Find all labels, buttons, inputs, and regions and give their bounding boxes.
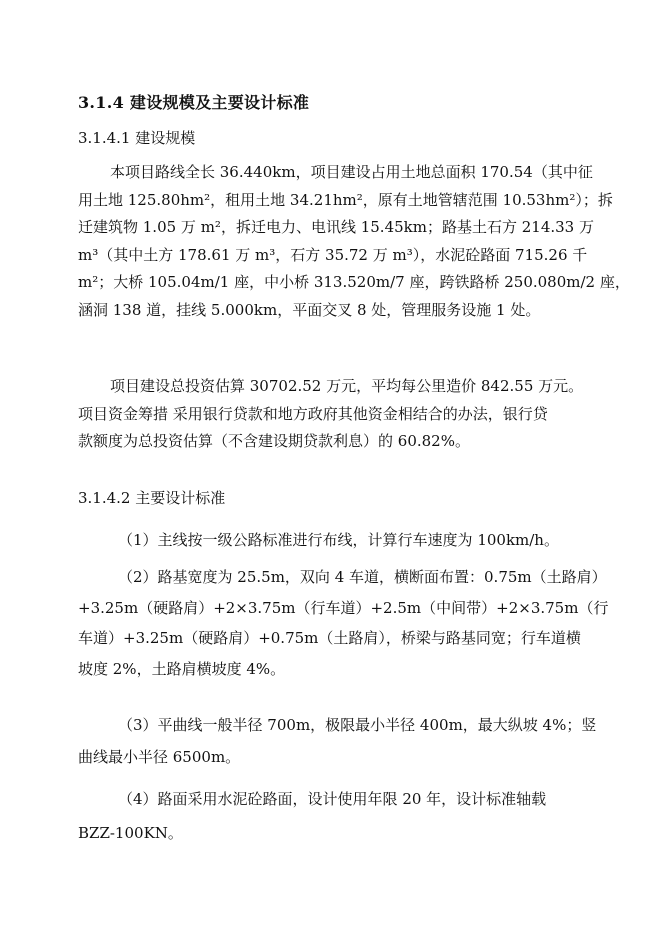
subsection-heading-scale: 3.1.4.1 建设规模 [78, 129, 196, 147]
text-line: 坡度 2%，土路肩横坡度 4%。 [78, 659, 286, 678]
text-line: 项目建设总投资估算 30702.52 万元，平均每公里造价 842.55 万元。 [110, 377, 584, 395]
text-line: m³（其中土方 178.61 万 m³，石方 35.72 万 m³），水泥砼路面 715.26 千 [78, 245, 588, 264]
standard-item-4 [78, 786, 588, 847]
text-line: 本项目路线全长 36.440km，项目建设占用土地总面积 170.54（其中征 [110, 163, 593, 181]
text-line: 用土地 125.80hm²，租用土地 34.21hm²，原有土地管辖范围 10.53hm²）；拆 [78, 190, 613, 209]
text-line: 曲线最小半径 6500m。 [78, 747, 241, 766]
subsection-heading-standards: 3.1.4.2 主要设计标准 [78, 489, 226, 507]
section-heading: 3.1.4 建设规模及主要设计标准 [78, 93, 310, 112]
standard-item-2 [78, 564, 609, 683]
standard-item-1 [78, 527, 588, 555]
text-line: 迁建筑物 1.05 万 m²，拆迁电力、电讯线 15.45km；路基土石方 214.33 万 [78, 218, 594, 236]
text-line: 项目资金筹措 采用银行贷款和地方政府其他资金相结合的办法，银行贷 [78, 404, 548, 423]
text-line: 车道）+3.25m（硬路肩）+0.75m（土路肩），桥梁与路基同宽；行车道横 [78, 629, 581, 647]
text-line: （3）平曲线一般半径 700m，极限最小半径 400m，最大纵坡 4%；竖 [118, 716, 597, 734]
standard-item-3 [78, 712, 597, 771]
text-line: +3.25m（硬路肩）+2×3.75m（行车道）+2.5m（中间带）+2×3.75m（行 [78, 598, 609, 617]
text-line: BZZ-100KN。 [78, 823, 183, 842]
text-line: （4）路面采用水泥砼路面，设计使用年限 20 年，设计标准轴载 [118, 790, 547, 808]
text-line: （1）主线按一级公路标准进行布线，计算行车速度为 100km/h。 [118, 531, 559, 549]
paragraph-investment [78, 373, 588, 456]
paragraph-scale [78, 159, 630, 324]
text-line: 涵洞 138 道，挂线 5.000km，平面交叉 8 处，管理服务设施 1 处。 [78, 300, 541, 319]
text-line: m²；大桥 105.04m/1 座，中小桥 313.520m/7 座，跨铁路桥 250.080m/2 座， [78, 273, 630, 291]
text-line: 款额度为总投资估算（不含建设期贷款利息）的 60.82%。 [78, 432, 470, 450]
text-line: （2）路基宽度为 25.5m，双向 4 车道，横断面布置：0.75m（土路肩） [118, 568, 607, 586]
